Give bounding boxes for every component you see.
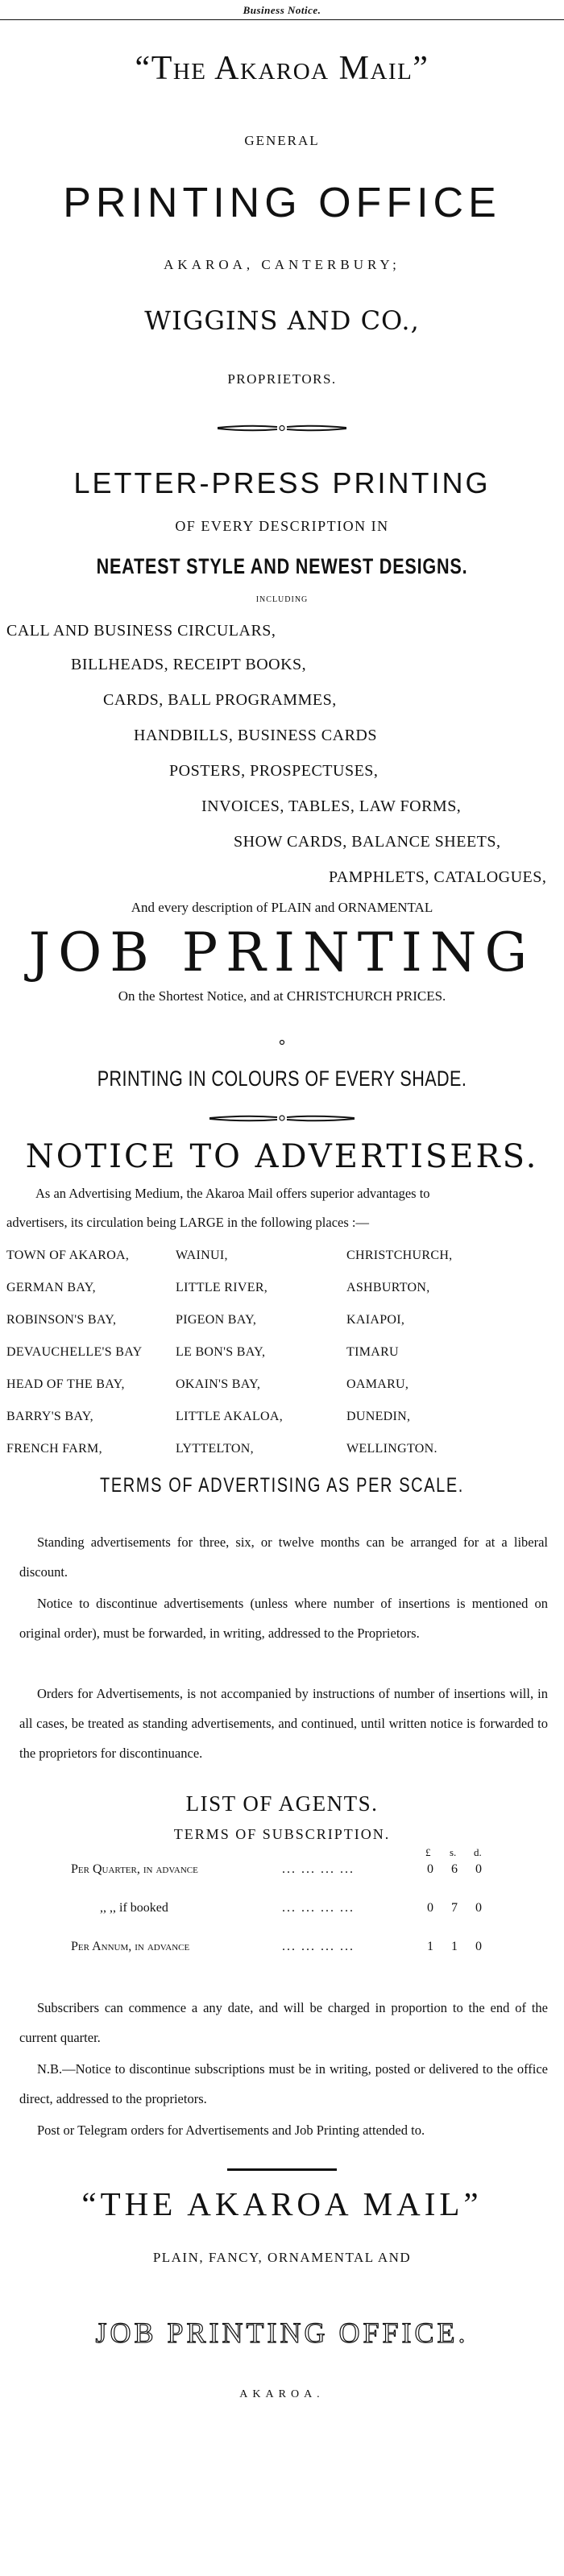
town: DEVAUCHELLE'S BAY: [6, 1345, 143, 1359]
town: DUNEDIN,: [346, 1410, 411, 1423]
printing-item: CARDS, BALL PROGRAMMES,: [103, 691, 337, 709]
town: LYTTELTON,: [176, 1442, 254, 1456]
town: FRENCH FARM,: [6, 1442, 102, 1456]
town: LE BON'S BAY,: [176, 1345, 266, 1359]
town: GERMAN BAY,: [6, 1281, 96, 1294]
every-description-line: And every description of PLAIN and ORNAMENTAL: [131, 900, 433, 915]
sub-row-label: Per Quarter, in advance: [71, 1862, 198, 1876]
sub-row-label: Per Annum, in advance: [71, 1940, 190, 1953]
ornament-divider-2: [209, 1110, 355, 1124]
para-orders: Orders for Advertisements, is not accompanied by instructions of number of insertions will, in all cases, be treated as standing advertisements, and continued, until written notice is forwarded to the proprietors for discontinuance.: [19, 1686, 548, 1761]
letterpress-title: LETTER-PRESS PRINTING: [73, 466, 491, 499]
proprietors-name: WIGGINS AND CO.,: [144, 305, 420, 336]
town: HEAD OF THE BAY,: [6, 1377, 125, 1391]
plain-fancy-line: PLAIN, FANCY, ORNAMENTAL AND: [152, 2250, 412, 2265]
neatest-style-line: NEATEST STYLE AND NEWEST DESIGNS.: [96, 554, 468, 578]
printing-item: SHOW CARDS, BALANCE SHEETS,: [234, 833, 501, 851]
para-nb: N.B.—Notice to discontinue subscriptions must be in writing, posted or delivered to the office direct, addressed to the proprietors.: [19, 2061, 548, 2106]
currency-header-pence: d.: [474, 1846, 482, 1858]
terms-of-subscription: TERMS OF SUBSCRIPTION.: [173, 1826, 391, 1842]
town: ASHBURTON,: [346, 1281, 430, 1294]
sub-row-leaders: ... ... ... ...: [282, 1940, 355, 1953]
notice-intro-2: advertisers, its circulation being LARGE in the following places :—: [6, 1215, 369, 1230]
currency-header-shillings: s.: [450, 1846, 457, 1858]
town: BARRY'S BAY,: [6, 1410, 93, 1423]
para-post: Post or Telegram orders for Advertisements and Job Printing attended to.: [37, 2123, 425, 2138]
colours-line: PRINTING IN COLOURS OF EVERY SHADE.: [97, 1066, 467, 1091]
town: LITTLE RIVER,: [176, 1281, 268, 1294]
sub-row-pounds: 1: [427, 1940, 433, 1953]
list-of-agents: LIST OF AGENTS.: [185, 1791, 379, 1816]
town: WELLINGTON.: [346, 1442, 438, 1456]
sub-row-shillings: 6: [451, 1862, 458, 1876]
para-discontinue: Notice to discontinue advertisements (unless where number of insertions is mentioned on original order), must be forwarded, in writing, addressed to the Proprietors.: [19, 1596, 548, 1641]
town: OKAIN'S BAY,: [176, 1377, 261, 1391]
sub-row-leaders: ... ... ... ...: [282, 1862, 355, 1876]
footer-akaroa: AKAROA.: [239, 2388, 325, 2400]
notice-title: NOTICE TO ADVERTISERS.: [25, 1138, 539, 1175]
sub-row-pounds: 0: [427, 1862, 433, 1876]
printing-item: BILLHEADS, RECEIPT BOOKS,: [71, 656, 307, 673]
job-printing-title: JOB PRINTING: [28, 921, 536, 984]
town: LITTLE AKALOA,: [176, 1410, 284, 1423]
printing-item: CALL AND BUSINESS CIRCULARS,: [6, 622, 276, 640]
printing-office-title: PRINTING OFFICE: [63, 180, 501, 226]
town: KAIAPOI,: [346, 1313, 405, 1327]
of-every-description: OF EVERY DESCRIPTION IN: [175, 518, 389, 534]
shortest-notice-line: On the Shortest Notice, and at CHRISTCHURCH PRICES.: [118, 988, 446, 1004]
sub-row-pence: 0: [475, 1901, 482, 1915]
job-printing-office-line: JOB PRINTING OFFICE.: [95, 2317, 469, 2349]
including-label: INCLUDING: [255, 595, 309, 604]
printing-item: HANDBILLS, BUSINESS CARDS: [134, 727, 377, 744]
para-subscribers: Subscribers can commence a any date, and will be charged in proportion to the end of the current quarter.: [19, 2000, 548, 2045]
general-label: GENERAL: [244, 133, 320, 148]
paper-name: “The Akaroa Mail”: [135, 50, 429, 87]
town: TOWN OF AKAROA,: [6, 1249, 130, 1262]
footer-rule: [227, 2168, 337, 2171]
sub-row-leaders: ... ... ... ...: [282, 1901, 355, 1915]
town: CHRISTCHURCH,: [346, 1249, 453, 1262]
notice-intro-1: As an Advertising Medium, the Akaroa Mail offers superior advantages to: [35, 1186, 430, 1201]
sub-row-label: ,, ,, if booked: [100, 1901, 168, 1915]
top-rule: [0, 19, 564, 20]
town: PIGEON BAY,: [176, 1313, 257, 1327]
para-standing: Standing advertisements for three, six, or twelve months can be arranged for at a liberal discount.: [19, 1534, 548, 1580]
ornament-divider-1: [218, 420, 346, 435]
town: TIMARU: [346, 1345, 399, 1359]
printing-item: PAMPHLETS, CATALOGUES,: [329, 868, 547, 886]
sub-row-pence: 0: [475, 1940, 482, 1953]
sub-row-pence: 0: [475, 1862, 482, 1876]
printing-item: INVOICES, TABLES, LAW FORMS,: [201, 797, 462, 815]
dot-divider-1: [277, 1037, 287, 1047]
location-line: AKAROA, CANTERBURY;: [164, 257, 400, 272]
running-head: Business Notice.: [243, 4, 321, 16]
currency-header-pounds: £: [425, 1846, 431, 1858]
town: WAINUI,: [176, 1249, 228, 1262]
terms-of-advertising: TERMS OF ADVERTISING AS PER SCALE.: [100, 1474, 464, 1497]
footer-paper-name: “THE AKAROA MAIL”: [81, 2185, 483, 2222]
sub-row-shillings: 7: [451, 1901, 458, 1915]
sub-row-shillings: 1: [451, 1940, 458, 1953]
town: OAMARU,: [346, 1377, 409, 1391]
sub-row-pounds: 0: [427, 1901, 433, 1915]
printing-item: POSTERS, PROSPECTUSES,: [169, 762, 379, 780]
town: ROBINSON'S BAY,: [6, 1313, 117, 1327]
proprietors-label: PROPRIETORS.: [227, 371, 337, 387]
